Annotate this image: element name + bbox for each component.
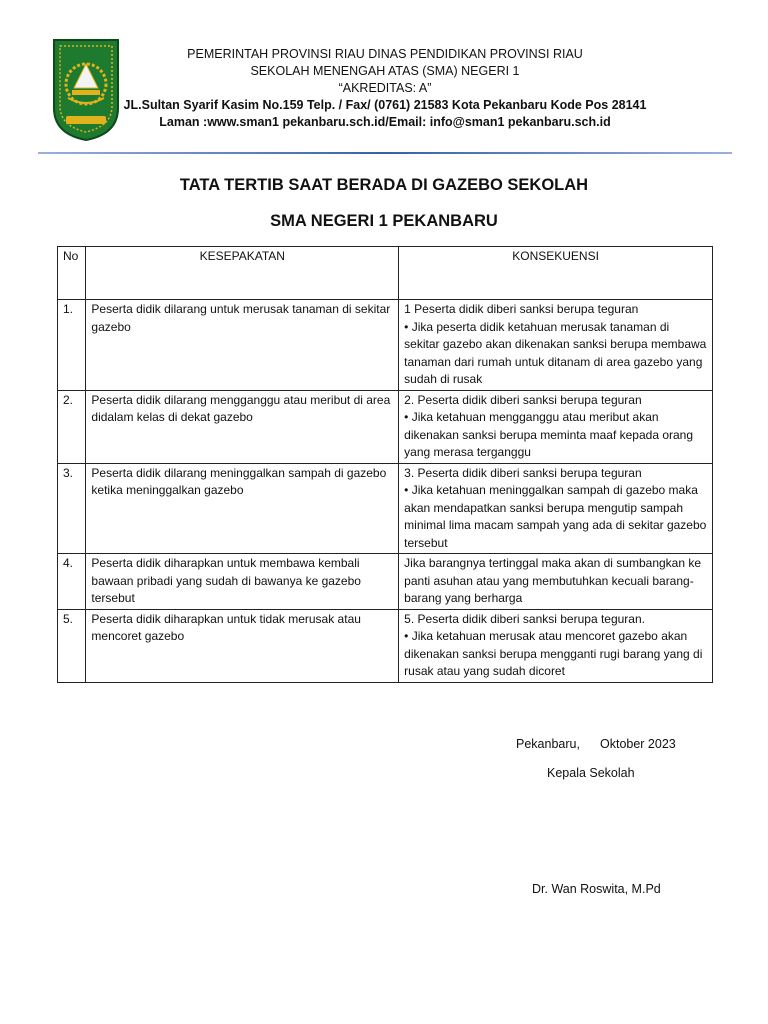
row-konsekuensi: [399, 300, 713, 391]
row-konsekuensi: [399, 609, 713, 682]
row-number: 4.: [58, 554, 86, 610]
row-konsekuensi: [399, 463, 713, 554]
row-number: 1.: [58, 300, 86, 391]
header-accreditation-line: “AKREDITAS: A”: [338, 81, 432, 95]
header-address-line: JL.Sultan Syarif Kasim No.159 Telp. / Fax/ (0761) 21583 Kota Pekanbaru Kode Pos 28141: [123, 98, 647, 112]
table-row: [58, 390, 713, 463]
table-row: [58, 554, 713, 610]
row-kesepakatan: Peserta didik dilarang mengganggu atau meribut di area didalam kelas di dekat gazebo: [86, 390, 399, 463]
signature-role: Kepala Sekolah: [547, 766, 635, 780]
table-header-row: [58, 247, 713, 300]
header-kesepakatan: KESEPAKATAN: [86, 247, 399, 300]
row-kesepakatan: Peserta didik diharapkan untuk tidak merusak atau mencoret gazebo: [86, 609, 399, 682]
table-row: [58, 300, 713, 391]
konsekuensi-line: Jika barangnya tertinggal maka akan di sumbangkan ke panti asuhan atau yang membutuhkan kecuali barang-barang yang berharga: [404, 556, 702, 605]
header-divider: [38, 152, 732, 154]
signature-date: Oktober 2023: [600, 737, 676, 751]
konsekuensi-line: 5. Peserta didik diberi sanksi berupa teguran.: [404, 611, 645, 626]
konsekuensi-line: • Jika ketahuan meninggalkan sampah di gazebo maka akan mendapatkan sanksi berupa mengutip sampah minimal lima macam sampah yang ada di sekitar gazebo tersebut: [404, 483, 707, 550]
row-kesepakatan: Peserta didik diharapkan untuk membawa kembali bawaan pribadi yang sudah di bawanya ke gazebo tersebut: [86, 554, 399, 610]
konsekuensi-line: • Jika peserta didik ketahuan merusak tanaman di sekitar gazebo akan dikenakan sanksi berupa membawa tanaman dari rumah untuk ditanam di area gazebo yang sudah di rusak: [404, 319, 707, 386]
konsekuensi-line: 2. Peserta didik diberi sanksi berupa teguran: [404, 392, 642, 407]
header-website-email-line: Laman :www.sman1 pekanbaru.sch.id/Email: info@sman1 pekanbaru.sch.id: [159, 115, 611, 129]
signature-place: Pekanbaru,: [516, 737, 580, 751]
row-number: 2.: [58, 390, 86, 463]
header-konsekuensi: KONSEKUENSI: [399, 247, 713, 300]
table-row: [58, 609, 713, 682]
row-konsekuensi: [399, 390, 713, 463]
row-konsekuensi: [399, 554, 713, 610]
konsekuensi-line: 1 Peserta didik diberi sanksi berupa teguran: [404, 302, 639, 316]
table-row: [58, 463, 713, 554]
row-number: 3.: [58, 463, 86, 554]
document-title: TATA TERTIB SAAT BERADA DI GAZEBO SEKOLAH: [179, 176, 589, 194]
header-no: No: [58, 247, 86, 300]
konsekuensi-line: 3. Peserta didik diberi sanksi berupa teguran: [404, 465, 642, 480]
school-emblem-logo: [52, 38, 120, 142]
konsekuensi-line: • Jika ketahuan merusak atau mencoret gazebo akan dikenakan sanksi berupa mengganti rugi barang yang di rusak atau yang sudah dicoret: [404, 629, 703, 678]
signature-name: Dr. Wan Roswita, M.Pd: [532, 882, 661, 896]
header-government-line: PEMERINTAH PROVINSI RIAU DINAS PENDIDIKAN PROVINSI RIAU: [187, 47, 583, 61]
row-kesepakatan: Peserta didik dilarang untuk merusak tanaman di sekitar gazebo: [86, 300, 399, 391]
letterhead: [120, 46, 650, 131]
header-school-line: SEKOLAH MENENGAH ATAS (SMA) NEGERI 1: [250, 64, 520, 78]
row-number: 5.: [58, 609, 86, 682]
rules-table: [57, 246, 713, 683]
row-kesepakatan: Peserta didik dilarang meninggalkan sampah di gazebo ketika meninggalkan gazebo: [86, 463, 399, 554]
konsekuensi-line: • Jika ketahuan mengganggu atau meribut akan dikenakan sanksi berupa meminta maaf kepada orang yang merasa terganggu: [404, 410, 694, 459]
school-title: SMA NEGERI 1 PEKANBARU: [270, 212, 498, 230]
